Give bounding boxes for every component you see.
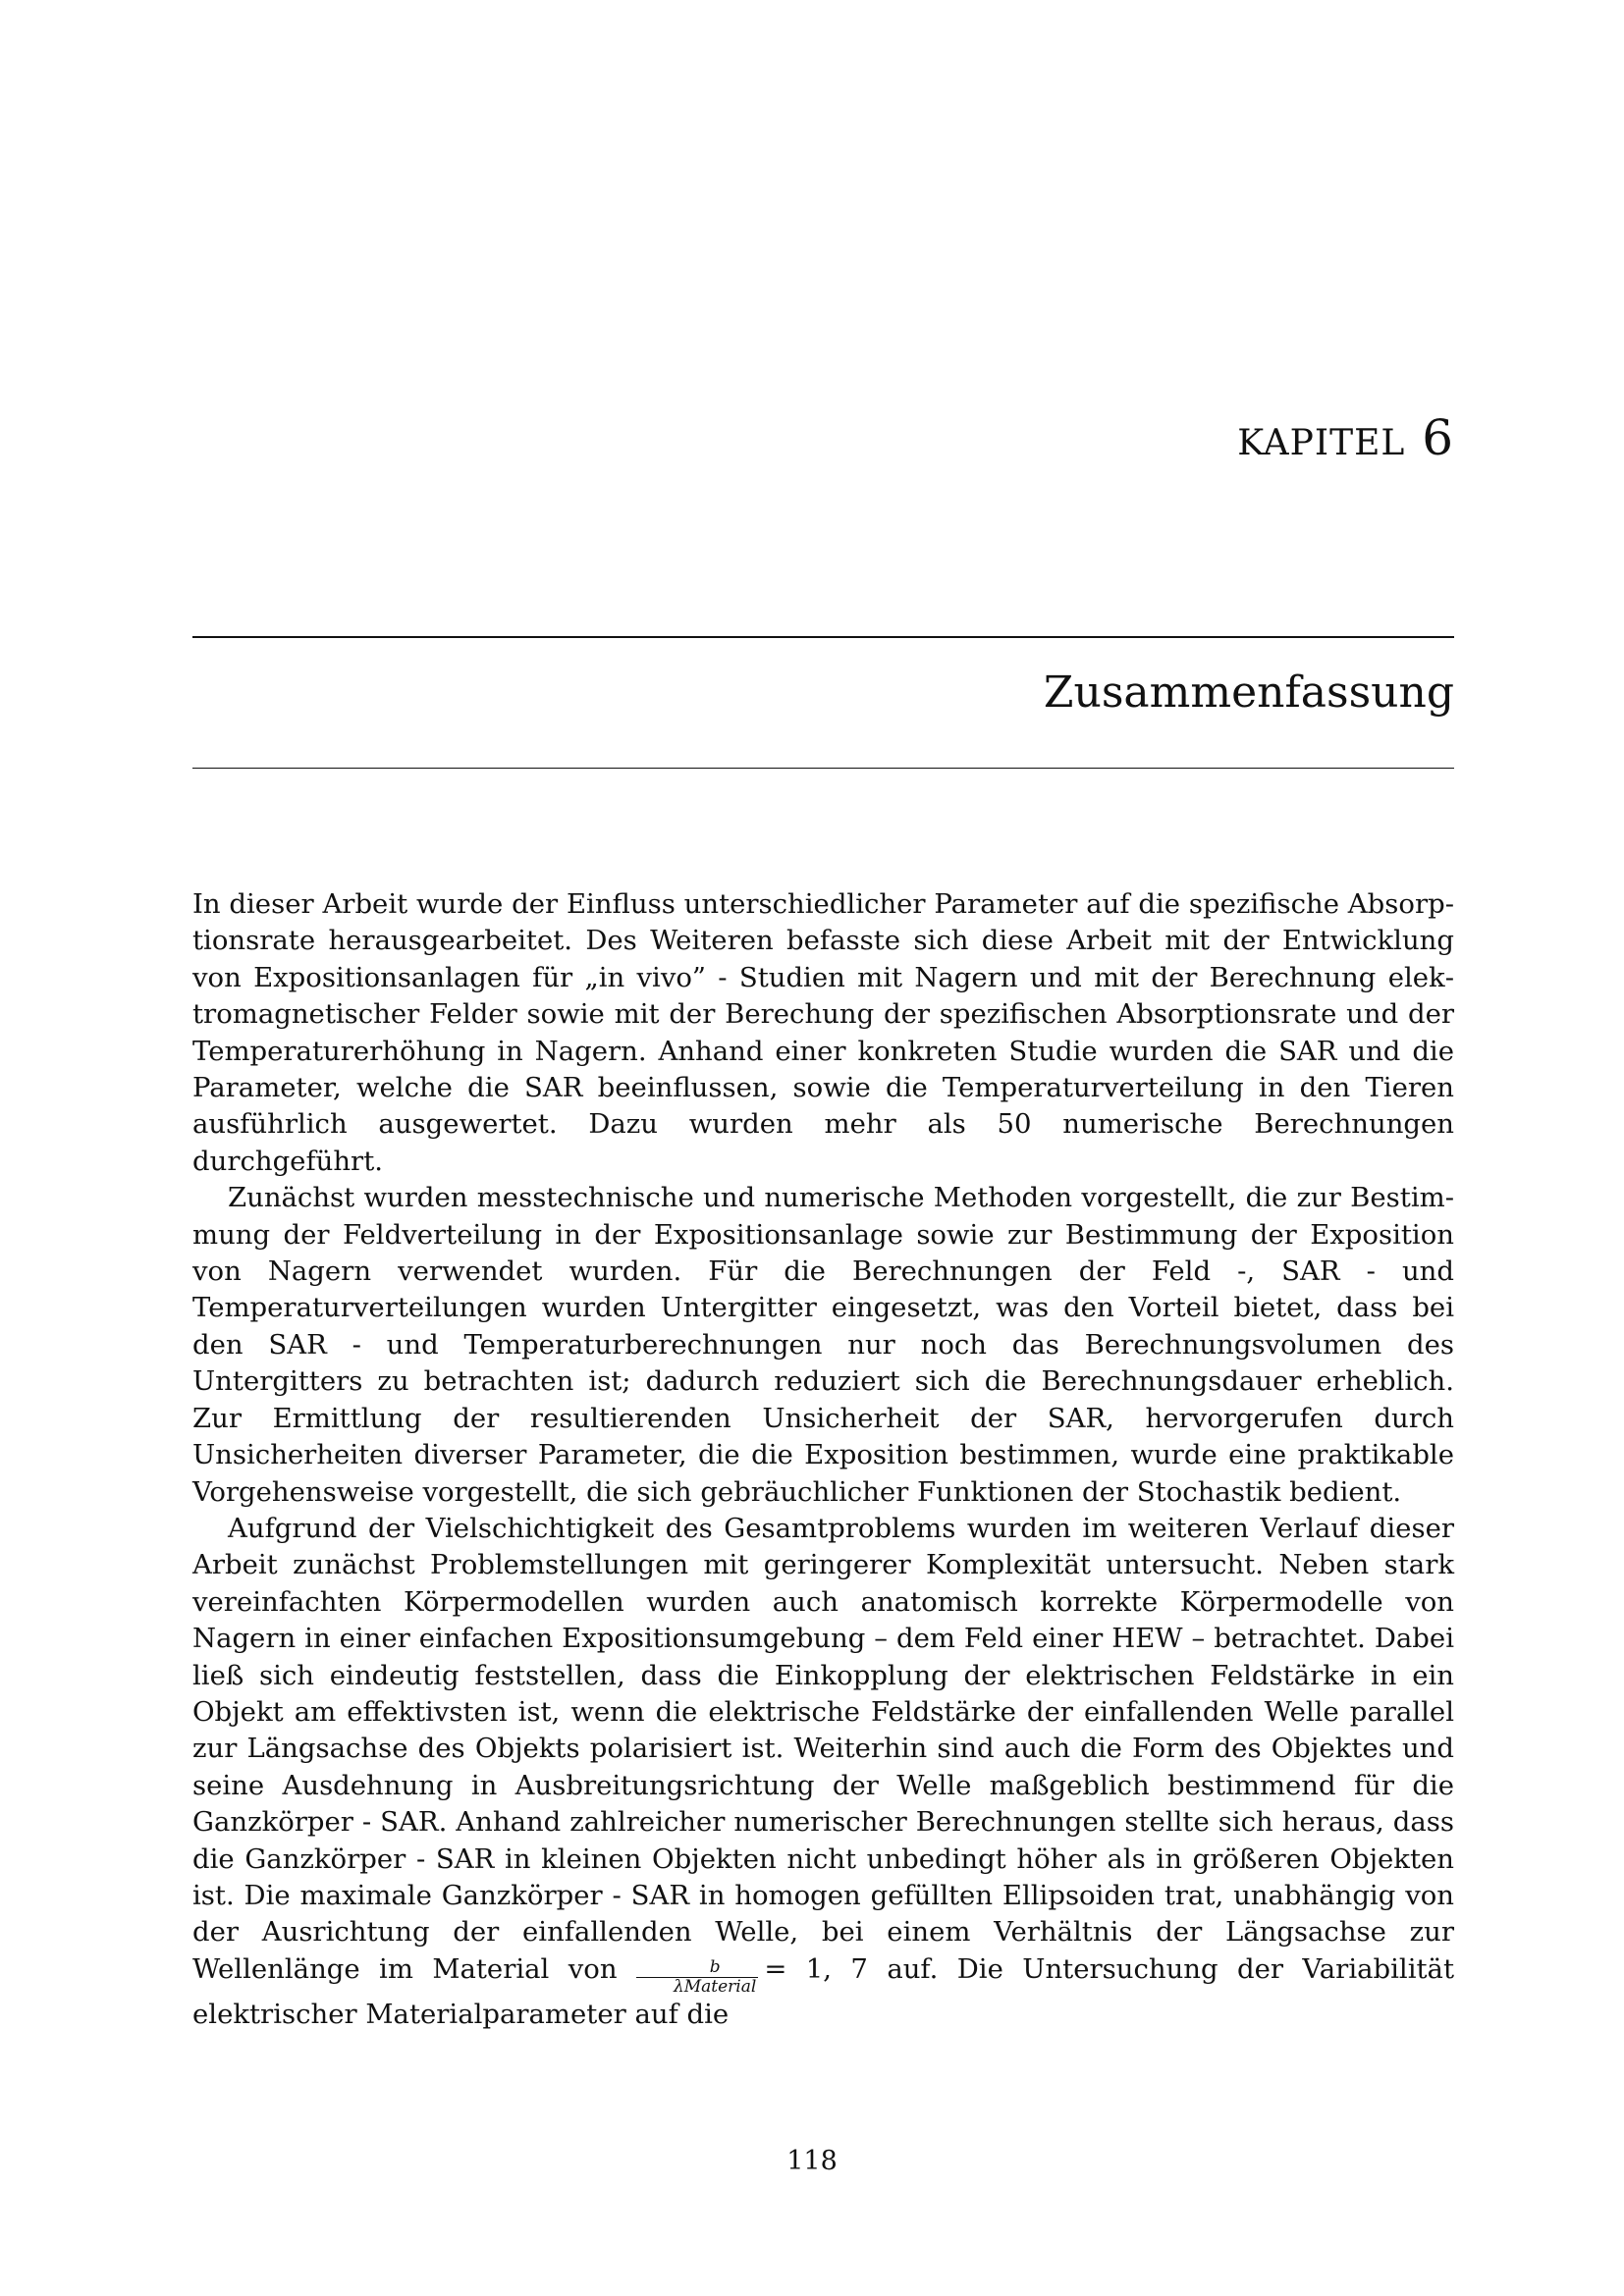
paragraph-1: In dieser Arbeit wurde der Einfluss unterschiedlicher Parameter auf die spezifische Absorptionsrate herausgearbeitet. Des Weiteren befasste sich diese Arbeit mit der Entwicklung von Expositionsanlagen für „in vivo” - Studien mit Nagern und mit der Berechnung elektromagnetischer Felder sowie mit der Berechung der spezifischen Absorptionsrate und der Temperaturerhöhung in Nagern. Anhand einer konkreten Studie wurden die SAR und die Parameter, welche die SAR beeinflussen, sowie die Temperaturverteilung in den Tieren ausführlich ausgewertet. Dazu wurden mehr als 50 numerische Berechnungen durchgeführt. <box>192 888 1454 1177</box>
paragraph-3 <box>192 1511 1454 2033</box>
paragraph-2: Zunächst wurden messtechnische und numerische Methoden vorgestellt, die zur Bestimmung der Feldverteilung in der Expositionsanlage sowie zur Bestimmung der Exposition von Nagern verwendet wurden. Für die Berechnungen der Feld -, SAR - und Temperaturverteilungen wurden Untergitter eingesetzt, was den Vorteil bietet, dass bei den SAR - und Temperaturberechnungen nur noch das Berechnungsvolumen des Untergitters zu betrachten ist; dadurch reduziert sich die Berechnungsdauer erheblich. Zur Ermittlung der resultierenden Unsicherheit der SAR, hervorgerufen durch Unsicherheiten diverser Parameter, die die Exposition bestimmen, wurde eine praktikable Vorgehensweise vorgestellt, die sich gebräuchlicher Funktionen der Stochastik bedient. <box>192 1182 1454 1508</box>
formula-denominator: λMaterial <box>636 1977 758 1997</box>
formula-numerator: b <box>709 1956 721 1977</box>
chapter-label <box>1237 408 1454 467</box>
top-rule <box>192 636 1454 638</box>
bottom-rule <box>192 768 1454 769</box>
paragraph-3-tail: = 1, 7 auf. Die Untersuchung der Variabilität elektrischer Materialparameter auf die <box>192 1952 1454 2030</box>
ratio-formula <box>636 1958 758 1997</box>
paragraph-3-text: Aufgrund der Vielschichtigkeit des Gesamtproblems wurden im weiteren Verlauf dieser Arbeit zunächst Problemstellungen mit geringerer Komplexität untersucht. Neben stark vereinfachten Körpermodellen wurden auch anatomisch korrekte Körpermodelle von Nagern in einer einfachen Expositionsumgebung – dem Feld einer HEW – betrachtet. Dabei ließ sich eindeutig feststellen, dass die Einkopplung der elektrischen Feldstärke in ein Objekt am effektivsten ist, wenn die elektrische Feldstärke der einfallenden Welle parallel zur Längsachse des Objekts polarisiert ist. Weiterhin sind auch die Form des Objektes und seine Ausdehnung in Ausbreitungsrichtung der Welle maßgeblich bestimmend für die Ganzkörper - SAR. Anhand zahlreicher numerischer Berechnungen stellte sich heraus, dass die Ganzkörper - SAR in kleinen Objekten nicht unbedingt höher als in größeren Objekten ist. Die maximale Ganzkörper - SAR in homogen gefüllten Ellipsoiden trat, unabhängig von der Ausrichtung der einfallenden Welle, bei einem Verhältnis der Längsachse zur Wellenlänge im Material von <box>192 1512 1454 1985</box>
page-number: 118 <box>786 2146 838 2176</box>
chapter-number: 6 <box>1422 409 1454 466</box>
body-text <box>192 886 1454 2033</box>
chapter-title: Zusammenfassung <box>1043 667 1454 718</box>
chapter-word: kapitel <box>1237 408 1406 467</box>
